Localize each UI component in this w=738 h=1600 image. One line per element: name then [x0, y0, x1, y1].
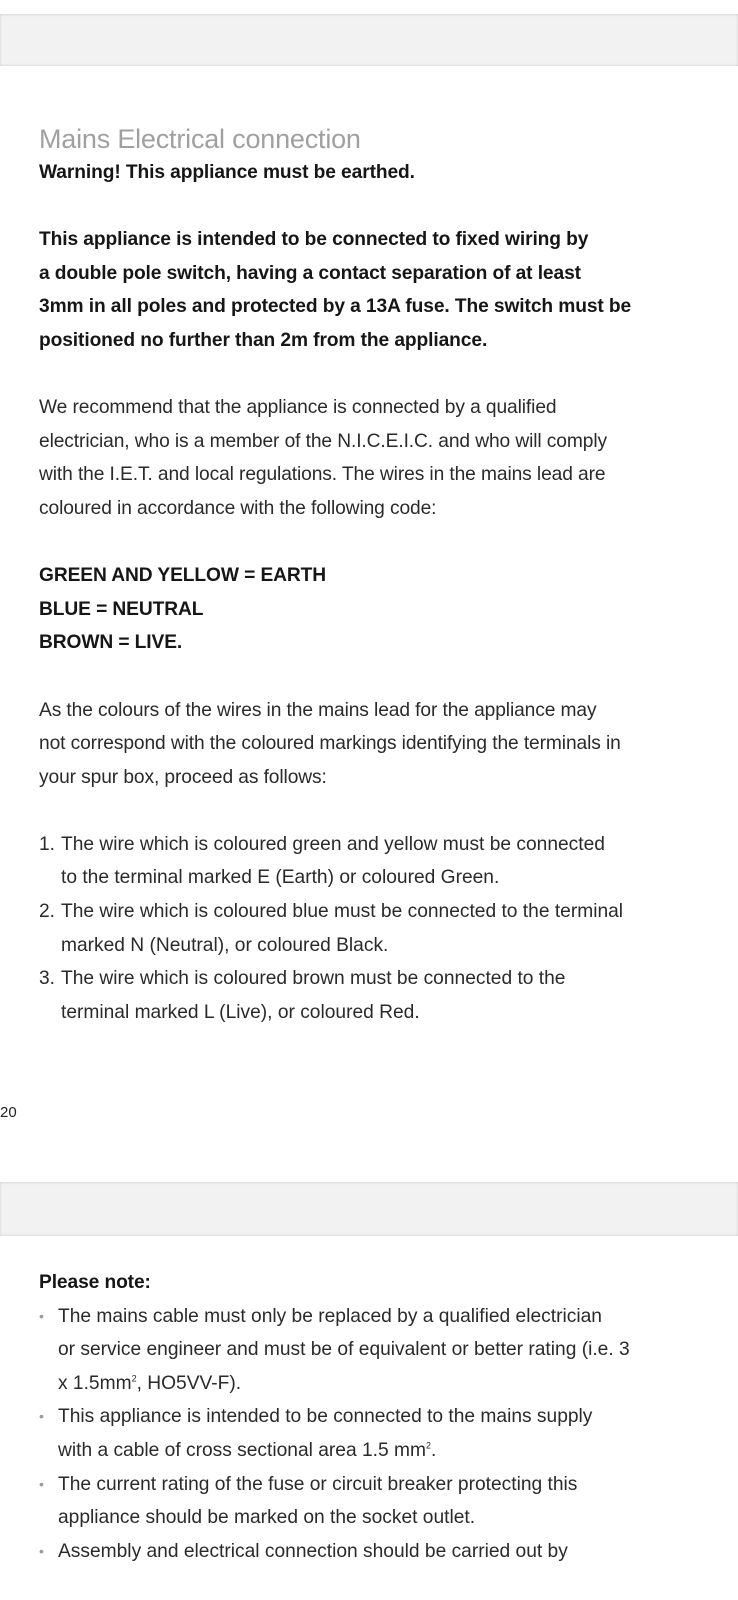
page-gap-middle [0, 1182, 738, 1236]
bullet-icon: • [39, 1408, 44, 1425]
wire-colour-code [39, 559, 709, 660]
colour-code-neutral: BLUE = NEUTRAL [39, 598, 204, 620]
page-20-content [39, 122, 709, 1029]
step-line: marked N (Neutral), or coloured Black. [61, 934, 389, 956]
page-gap-top [0, 14, 738, 66]
list-item [39, 962, 709, 1029]
note-text: with a cable of cross sectional area 1.5 mm [58, 1439, 426, 1461]
colour-code-earth: GREEN AND YELLOW = EARTH [39, 565, 327, 587]
bullet-icon: • [39, 1475, 44, 1492]
warning-text: Warning! This appliance must be earthed. [39, 162, 415, 183]
paragraph-line: a double pole switch, having a contact separation of at least [39, 262, 581, 284]
step-line: to the terminal marked E (Earth) or coloured Green. [61, 867, 500, 889]
list-item [39, 1300, 709, 1401]
section-title: Mains Electrical connection [39, 124, 361, 154]
note-line [58, 1367, 709, 1401]
bullet-icon: • [39, 1542, 44, 1559]
list-item [39, 1400, 709, 1467]
paragraph-line: your spur box, proceed as follows: [39, 766, 327, 788]
paragraph-line: As the colours of the wires in the mains lead for the appliance may [39, 699, 597, 721]
superscript: 2 [425, 1440, 431, 1451]
please-note-heading: Please note: [39, 1272, 151, 1293]
colour-code-live: BROWN = LIVE. [39, 632, 183, 654]
paragraph-line: with the I.E.T. and local regulations. The wires in the mains lead are [39, 464, 606, 486]
document-page-20 [0, 66, 738, 1182]
paragraph-line: This appliance is intended to be connected to fixed wiring by [39, 229, 589, 251]
paragraph-line: 3mm in all poles and protected by a 13A fuse. The switch must be [39, 296, 632, 318]
note-line: appliance should be marked on the socket outlet. [58, 1507, 476, 1529]
step-line: The wire which is coloured green and yellow must be connected [61, 833, 605, 855]
note-line: The current rating of the fuse or circuit breaker protecting this [58, 1473, 578, 1495]
page-number: 20 [0, 1104, 17, 1121]
step-number: 1. [39, 833, 56, 855]
paragraph-line: coloured in accordance with the following code: [39, 497, 437, 519]
page-21-content [39, 1266, 709, 1568]
superscript: 2 [131, 1373, 137, 1384]
terminal-mismatch-paragraph [39, 694, 709, 795]
recommendation-paragraph [39, 391, 709, 525]
paragraph-line: positioned no further than 2m from the appliance. [39, 329, 488, 351]
list-item [39, 828, 709, 895]
note-text: , HO5VV-F). [136, 1372, 242, 1394]
list-item [39, 1535, 709, 1569]
paragraph-line: We recommend that the appliance is connected by a qualified [39, 397, 557, 419]
list-item [39, 1468, 709, 1535]
wiring-steps-list [39, 828, 709, 1030]
step-number: 3. [39, 968, 56, 990]
list-item [39, 895, 709, 962]
note-line: This appliance is intended to be connected to the mains supply [58, 1406, 593, 1428]
paragraph-line: not correspond with the coloured markings identifying the terminals in [39, 733, 621, 755]
note-line: Assembly and electrical connection should be carried out by [58, 1540, 568, 1562]
paragraph-line: electrician, who is a member of the N.I.C.E.I.C. and who will comply [39, 430, 607, 452]
step-number: 2. [39, 901, 56, 923]
note-line: or service engineer and must be of equivalent or better rating (i.e. 3 [58, 1339, 630, 1361]
notes-list [39, 1300, 709, 1569]
note-text: . [430, 1439, 437, 1461]
document-page-21 [0, 1236, 738, 1600]
step-line: terminal marked L (Live), or coloured Red. [61, 1001, 420, 1023]
note-line: The mains cable must only be replaced by a qualified electrician [58, 1305, 602, 1327]
bullet-icon: • [39, 1307, 44, 1324]
fixed-wiring-paragraph [39, 223, 709, 357]
step-line: The wire which is coloured brown must be connected to the [61, 968, 566, 990]
step-line: The wire which is coloured blue must be connected to the terminal [61, 901, 624, 923]
note-line [58, 1434, 709, 1468]
note-text: x 1.5mm [58, 1372, 132, 1394]
